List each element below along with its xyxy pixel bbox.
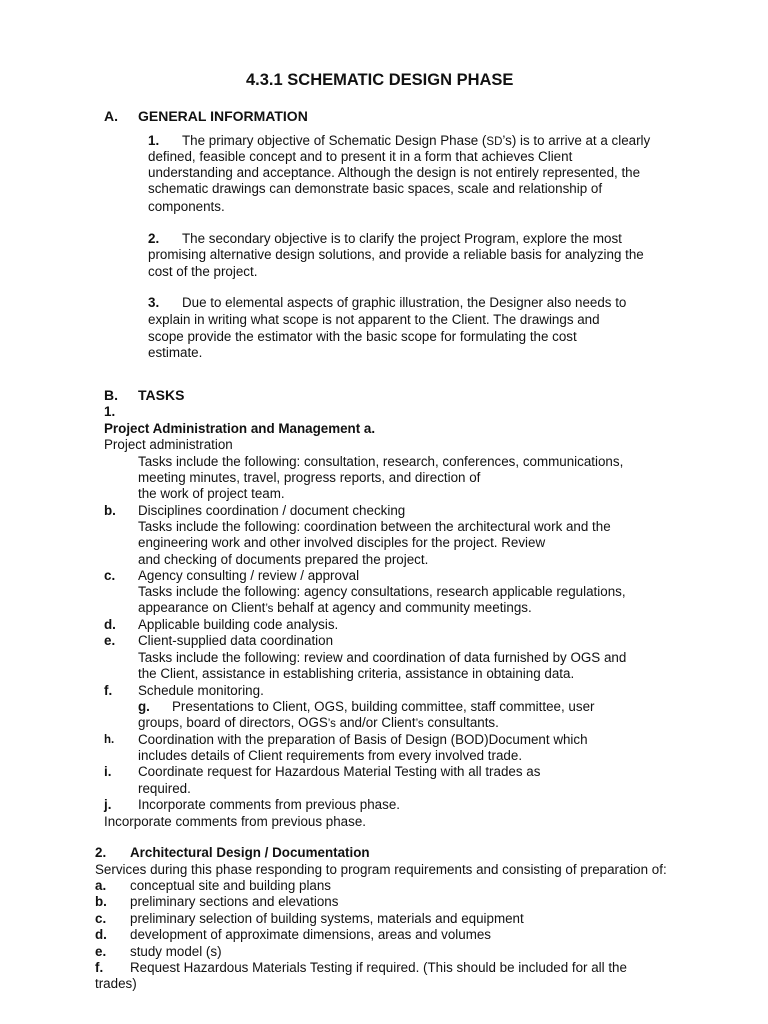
item-g-label: g. xyxy=(138,699,150,714)
section-b-heading: TASKS xyxy=(138,387,185,403)
task-2-number: 2. xyxy=(95,845,107,860)
list-item: development of approximate dimensions, areas and volumes xyxy=(130,927,492,942)
para-3-line: estimate. xyxy=(148,345,203,360)
item-j-label: j. xyxy=(104,797,112,812)
para-2-number: 2. xyxy=(148,231,160,246)
para-3-line: Due to elemental aspects of graphic illustration, the Designer also needs to xyxy=(182,295,627,310)
item-c-label: c. xyxy=(104,568,116,583)
item-g-text xyxy=(138,715,499,732)
item-g-text: Presentations to Client, OGS, building committee, staff committee, user xyxy=(172,699,595,714)
list-item-label: e. xyxy=(95,944,107,959)
para-1-line: understanding and acceptance. Although the design is not entirely represented, the xyxy=(148,165,641,180)
list-item-continuation: trades) xyxy=(95,976,137,991)
para-1-line-1a: The primary objective of Schematic Design Phase ( xyxy=(182,133,487,148)
item-g-text-e: consultants. xyxy=(423,715,499,730)
para-2-line: The secondary objective is to clarify the project Program, explore the most xyxy=(182,231,622,246)
para-1-number: 1. xyxy=(148,133,160,148)
item-c-text-b: ’s xyxy=(265,603,274,615)
item-e-text: Tasks include the following: review and coordination of data furnished by OGS and xyxy=(138,650,627,665)
item-d-text: Applicable building code analysis. xyxy=(138,617,339,632)
para-1-line-1c: ’s) is to arrive at a clearly xyxy=(502,133,651,148)
para-3-number: 3. xyxy=(148,295,160,310)
item-f-text: Schedule monitoring. xyxy=(138,683,264,698)
list-item-label: a. xyxy=(95,878,107,893)
list-item-label: d. xyxy=(95,927,107,942)
task-2-intro: Services during this phase responding to program requirements and consisting of preparation of: xyxy=(95,862,667,877)
section-a-letter: A. xyxy=(104,108,118,124)
section-a-heading: GENERAL INFORMATION xyxy=(138,108,308,124)
list-item: preliminary sections and elevations xyxy=(130,894,339,909)
item-g-text-b: ’s xyxy=(327,718,336,730)
item-h-text: includes details of Client requirements from every involved trade. xyxy=(138,748,523,763)
item-g-text-d: ’s xyxy=(415,718,424,730)
item-j-text: Incorporate comments from previous phase. xyxy=(104,814,366,829)
item-i-label: i. xyxy=(104,764,112,779)
para-1-line: components. xyxy=(148,199,225,214)
item-e-title: Client-supplied data coordination xyxy=(138,633,334,648)
para-2-line: promising alternative design solutions, and provide a reliable basis for analyzing the xyxy=(148,247,644,262)
list-item-label: f. xyxy=(95,960,104,975)
item-b-text: and checking of documents prepared the project. xyxy=(138,552,429,567)
item-b-label: b. xyxy=(104,503,116,518)
list-item: Request Hazardous Materials Testing if required. (This should be included for all the xyxy=(130,960,627,975)
item-c-text-a: appearance on Client xyxy=(138,600,266,615)
item-h-label: h. xyxy=(104,734,115,746)
item-b-title: Disciplines coordination / document checking xyxy=(138,503,406,518)
item-e-label: e. xyxy=(104,633,116,648)
task-2-heading: Architectural Design / Documentation xyxy=(130,845,370,860)
item-c-text-c: behalf at agency and community meetings. xyxy=(273,600,532,615)
item-i-text: Coordinate request for Hazardous Material Testing with all trades as xyxy=(138,764,541,779)
item-d-label: d. xyxy=(104,617,116,632)
list-item-label: b. xyxy=(95,894,107,909)
list-item: study model (s) xyxy=(130,944,222,959)
page-title: 4.3.1 SCHEMATIC DESIGN PHASE xyxy=(246,71,514,89)
item-b-text: Tasks include the following: coordination between the architectural work and the xyxy=(138,519,611,534)
section-b-letter: B. xyxy=(104,387,118,403)
list-item: preliminary selection of building systems, materials and equipment xyxy=(130,911,524,926)
item-b-text: engineering work and other involved disciples for the project. Review xyxy=(138,535,546,550)
task-1-number: 1. xyxy=(104,404,116,419)
item-c-text: Tasks include the following: agency consultations, research applicable regulations, xyxy=(138,584,626,599)
task-1-heading: Project Administration and Management a. xyxy=(104,421,376,436)
list-item-label: c. xyxy=(95,911,107,926)
para-3-line: explain in writing what scope is not apparent to the Client. The drawings and xyxy=(148,312,600,327)
item-i-text: required. xyxy=(138,781,191,796)
item-a-text: Tasks include the following: consultation, research, conferences, communications, xyxy=(138,454,624,469)
para-1-line xyxy=(182,133,650,150)
list-item: conceptual site and building plans xyxy=(130,878,332,893)
item-a-text: meeting minutes, travel, progress reports, and direction of xyxy=(138,470,481,485)
para-3-line: scope provide the estimator with the basic scope for formulating the cost xyxy=(148,329,577,344)
item-h-text: Coordination with the preparation of Basis of Design (BOD)Document which xyxy=(138,732,588,747)
item-f-label: f. xyxy=(104,683,113,698)
para-1-line: schematic drawings can demonstrate basic spaces, scale and relationship of xyxy=(148,181,603,196)
para-1-line: defined, feasible concept and to present it in a form that achieves Client xyxy=(148,149,573,164)
item-j-text: Incorporate comments from previous phase. xyxy=(138,797,400,812)
para-1-line-1b: SD xyxy=(486,136,503,148)
item-c-text xyxy=(138,600,532,617)
item-e-text: the Client, assistance in establishing criteria, assistance in obtaining data. xyxy=(138,666,575,681)
para-2-line: cost of the project. xyxy=(148,264,258,279)
item-c-title: Agency consulting / review / approval xyxy=(138,568,360,583)
item-g-text-c: and/or Client xyxy=(335,715,416,730)
item-g-text-a: groups, board of directors, OGS xyxy=(138,715,328,730)
item-a-title: Project administration xyxy=(104,437,233,452)
item-a-text: the work of project team. xyxy=(138,486,285,501)
